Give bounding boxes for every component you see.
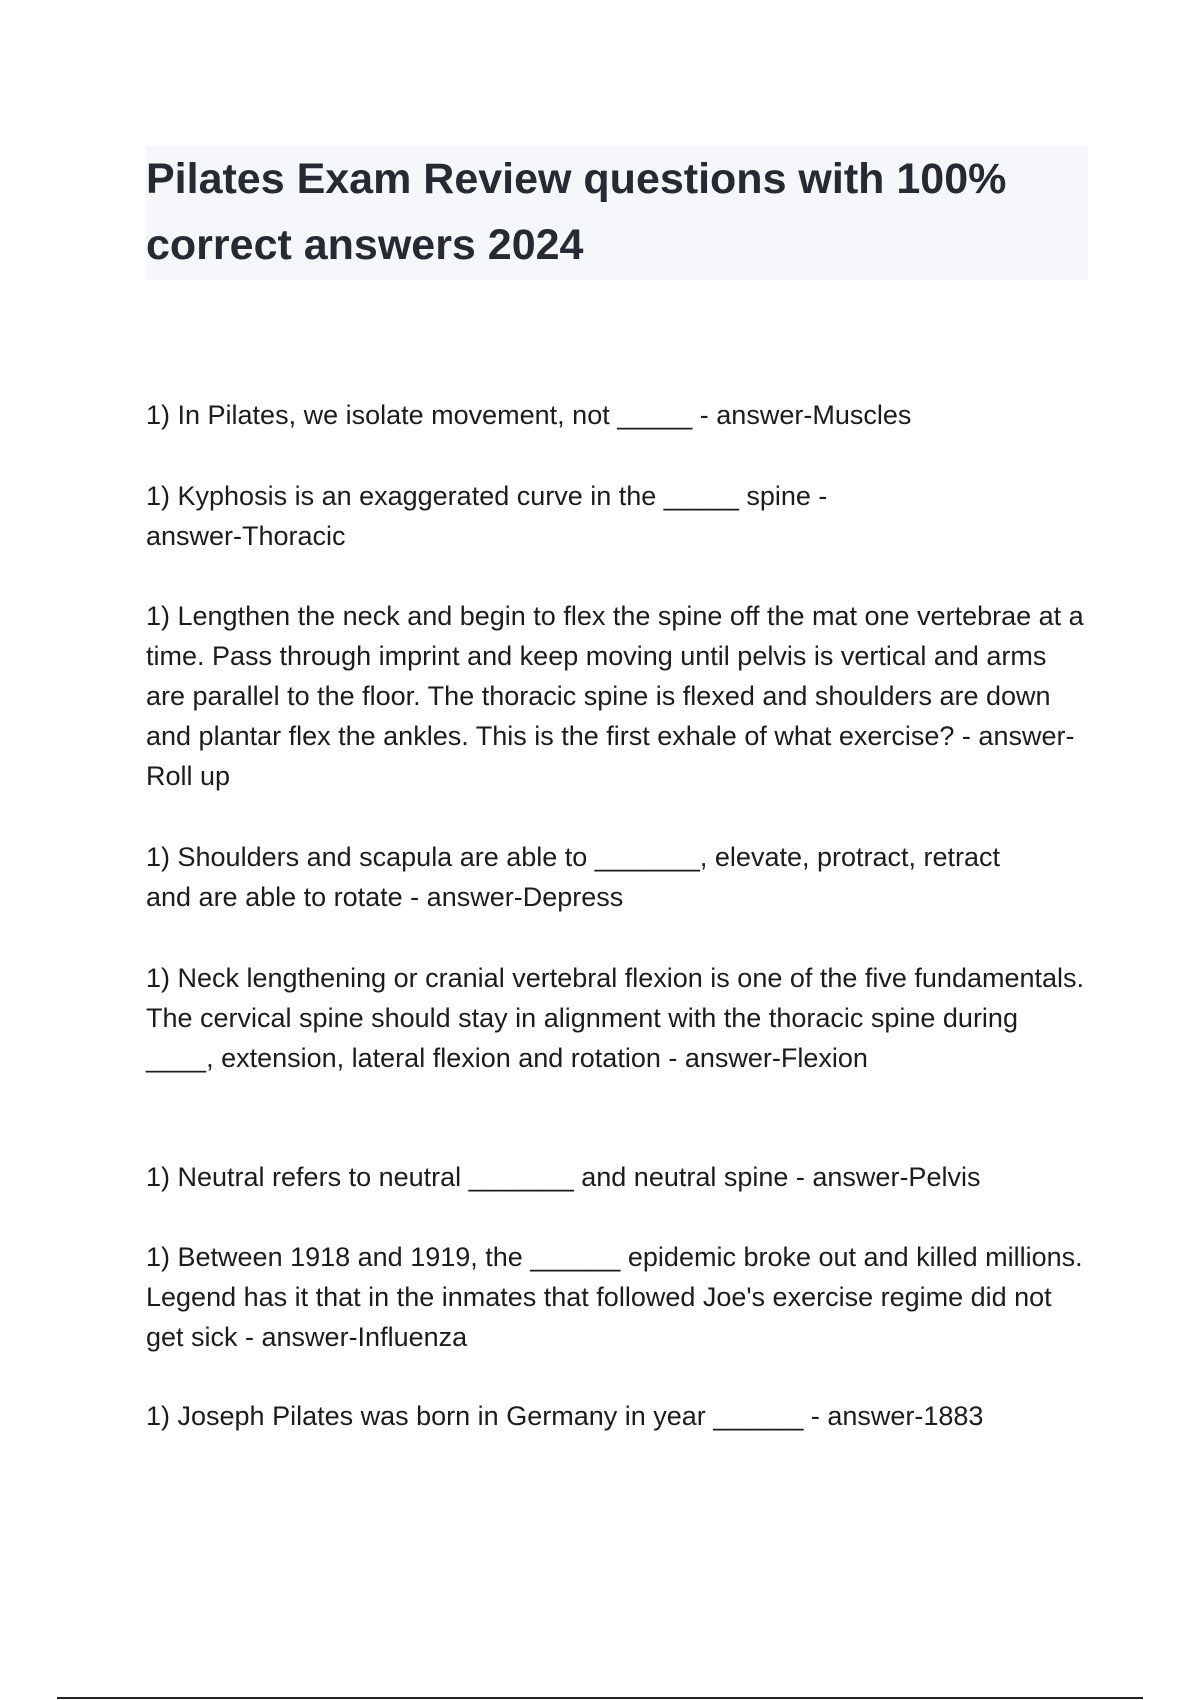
question-item-6: 1) Neutral refers to neutral _______ and neutral spine - answer-Pelvis [146,1162,981,1192]
title-banner [146,146,1088,280]
question-item-4: 1) Shoulders and scapula are able to _______, elevate, protract, retract and are able to rotate - answer-Depress [146,842,1001,912]
question-item-7: 1) Between 1918 and 1919, the ______ epidemic broke out and killed millions. Legend has it that in the inmates that followed Joe's exercise regime did not get sick - answer-Influenza [146,1242,1083,1352]
bottom-divider [57,1697,1143,1699]
question-item-1: 1) In Pilates, we isolate movement, not _____ - answer-Muscles [146,400,912,430]
question-item-8: 1) Joseph Pilates was born in Germany in year ______ - answer-1883 [146,1401,984,1431]
question-item-2: 1) Kyphosis is an exaggerated curve in the _____ spine - answer-Thoracic [146,481,828,551]
question-item-5: 1) Neck lengthening or cranial vertebral flexion is one of the five fundamentals. The cervical spine should stay in alignment with the thoracic spine during ____, extension, lateral flexion and rotation - answer-Flexion [146,963,1085,1073]
document-title: Pilates Exam Review questions with 100% correct answers 2024 [146,155,1007,269]
question-item-3: 1) Lengthen the neck and begin to flex the spine off the mat one vertebrae at a time. Pass through imprint and keep moving until pelvis is vertical and arms are parallel to the floor. The thoracic spine is flexed and shoulders are down and plantar flex the ankles. This is the first exhale of what exercise? - answer-Roll up [146,601,1084,791]
